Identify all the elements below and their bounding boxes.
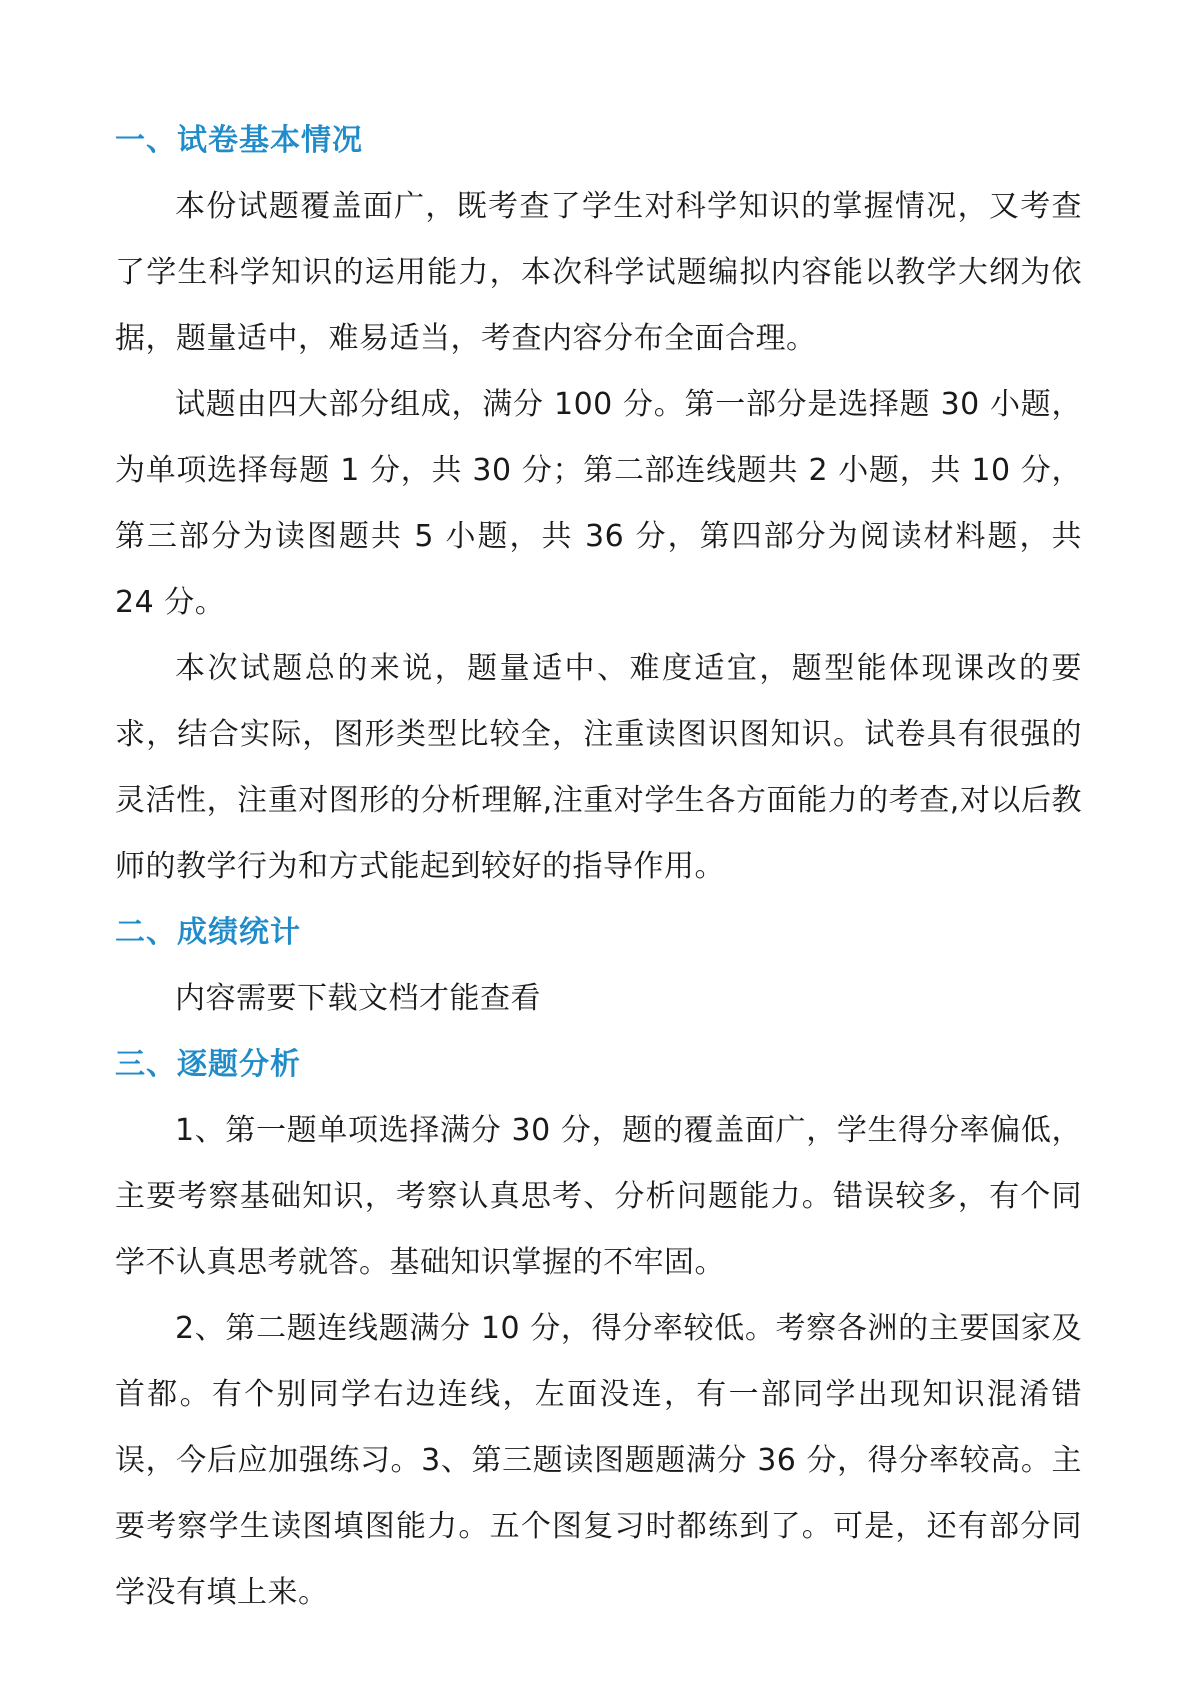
paragraph-2-1: 内容需要下载文档才能查看 [175, 981, 541, 1016]
paragraph-3-1: 1、第一题单项选择满分 30 分，题的覆盖面广，学生得分率偏低，主要考察基础知识，考察认真思考、分析问题能力。错误较多，有个同学不认真思考就答。基础知识掌握的不牢固。 [115, 1113, 1082, 1280]
document-page [115, 108, 1082, 1626]
section-heading-1: 一、试卷基本情况 [115, 123, 363, 158]
section-heading-2: 二、成绩统计 [115, 915, 301, 950]
section-heading-3: 三、逐题分析 [115, 1047, 301, 1082]
paragraph-1-3: 本次试题总的来说，题量适中、难度适宜，题型能体现课改的要求，结合实际，图形类型比较全，注重读图识图知识。试卷具有很强的灵活性，注重对图形的分析理解,注重对学生各方面能力的考查,对以后教师的教学行为和方式能起到较好的指导作用。 [115, 651, 1082, 884]
paragraph-1-2: 试题由四大部分组成，满分 100 分。第一部分是选择题 30 小题，为单项选择每题 1 分，共 30 分；第二部连线题共 2 小题，共 10 分，第三部分为读图题共 5 小题，共 36 分，第四部分为阅读材料题，共 24 分。 [115, 387, 1082, 620]
paragraph-1-1: 本份试题覆盖面广，既考查了学生对科学知识的掌握情况，又考查了学生科学知识的运用能力，本次科学试题编拟内容能以教学大纲为依据，题量适中，难易适当，考查内容分布全面合理。 [115, 189, 1082, 356]
paragraph-3-2: 2、第二题连线题满分 10 分，得分率较低。考察各洲的主要国家及首都。有个别同学右边连线，左面没连，有一部同学出现知识混淆错误，今后应加强练习。3、第三题读图题题满分 36 分，得分率较高。主要考察学生读图填图能力。五个图复习时都练到了。可是，还有部分同学没有填上来。 [115, 1311, 1082, 1610]
